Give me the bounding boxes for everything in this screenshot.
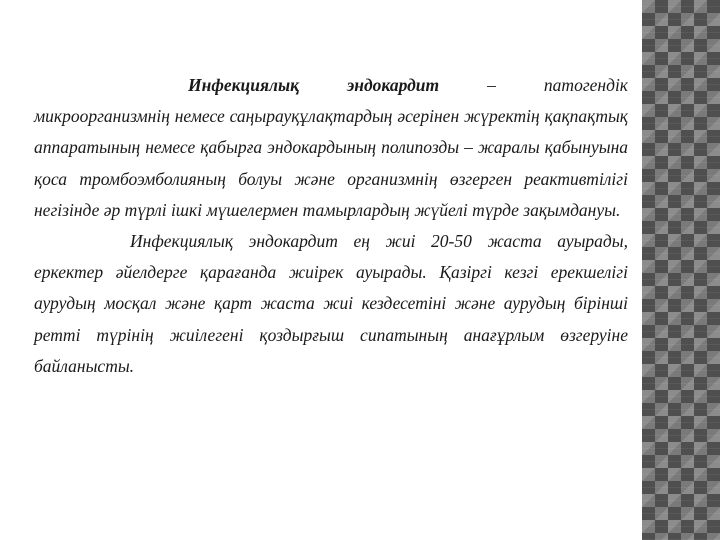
decorative-pattern-strip (642, 0, 720, 540)
text-body (34, 70, 628, 382)
epidemiology-paragraph: Инфекциялық эндокардит ең жиі 20-50 жаста ауырады, еркектер әйелдерге қарағанда жиірек ауырады. Қазіргі кезгі ерекшелігі аурудың мосқал және қарт жаста жиі кездесетіні және аурудың бірінші ретті түрінің жиілегені қоздырғыш сипатының анағұрлым өзгеруіне байланысты. (34, 231, 628, 376)
definition-paragraph (34, 70, 628, 226)
definition-text: – патогендік микроорганизмнің немесе саңырауқұлақтардың әсерінен жүректің қақпақтық аппаратының немесе қабырға эндокардының полипозды – жаралы қабынуына қоса тромбоэмболияның болуы және организмнің өзгерген реактивтілігі негізінде әр түрлі ішкі мүшелермен тамырлардың жүйелі түрде зақымдануы. (34, 75, 628, 220)
term-heading: Инфекциялық эндокардит (188, 75, 440, 95)
